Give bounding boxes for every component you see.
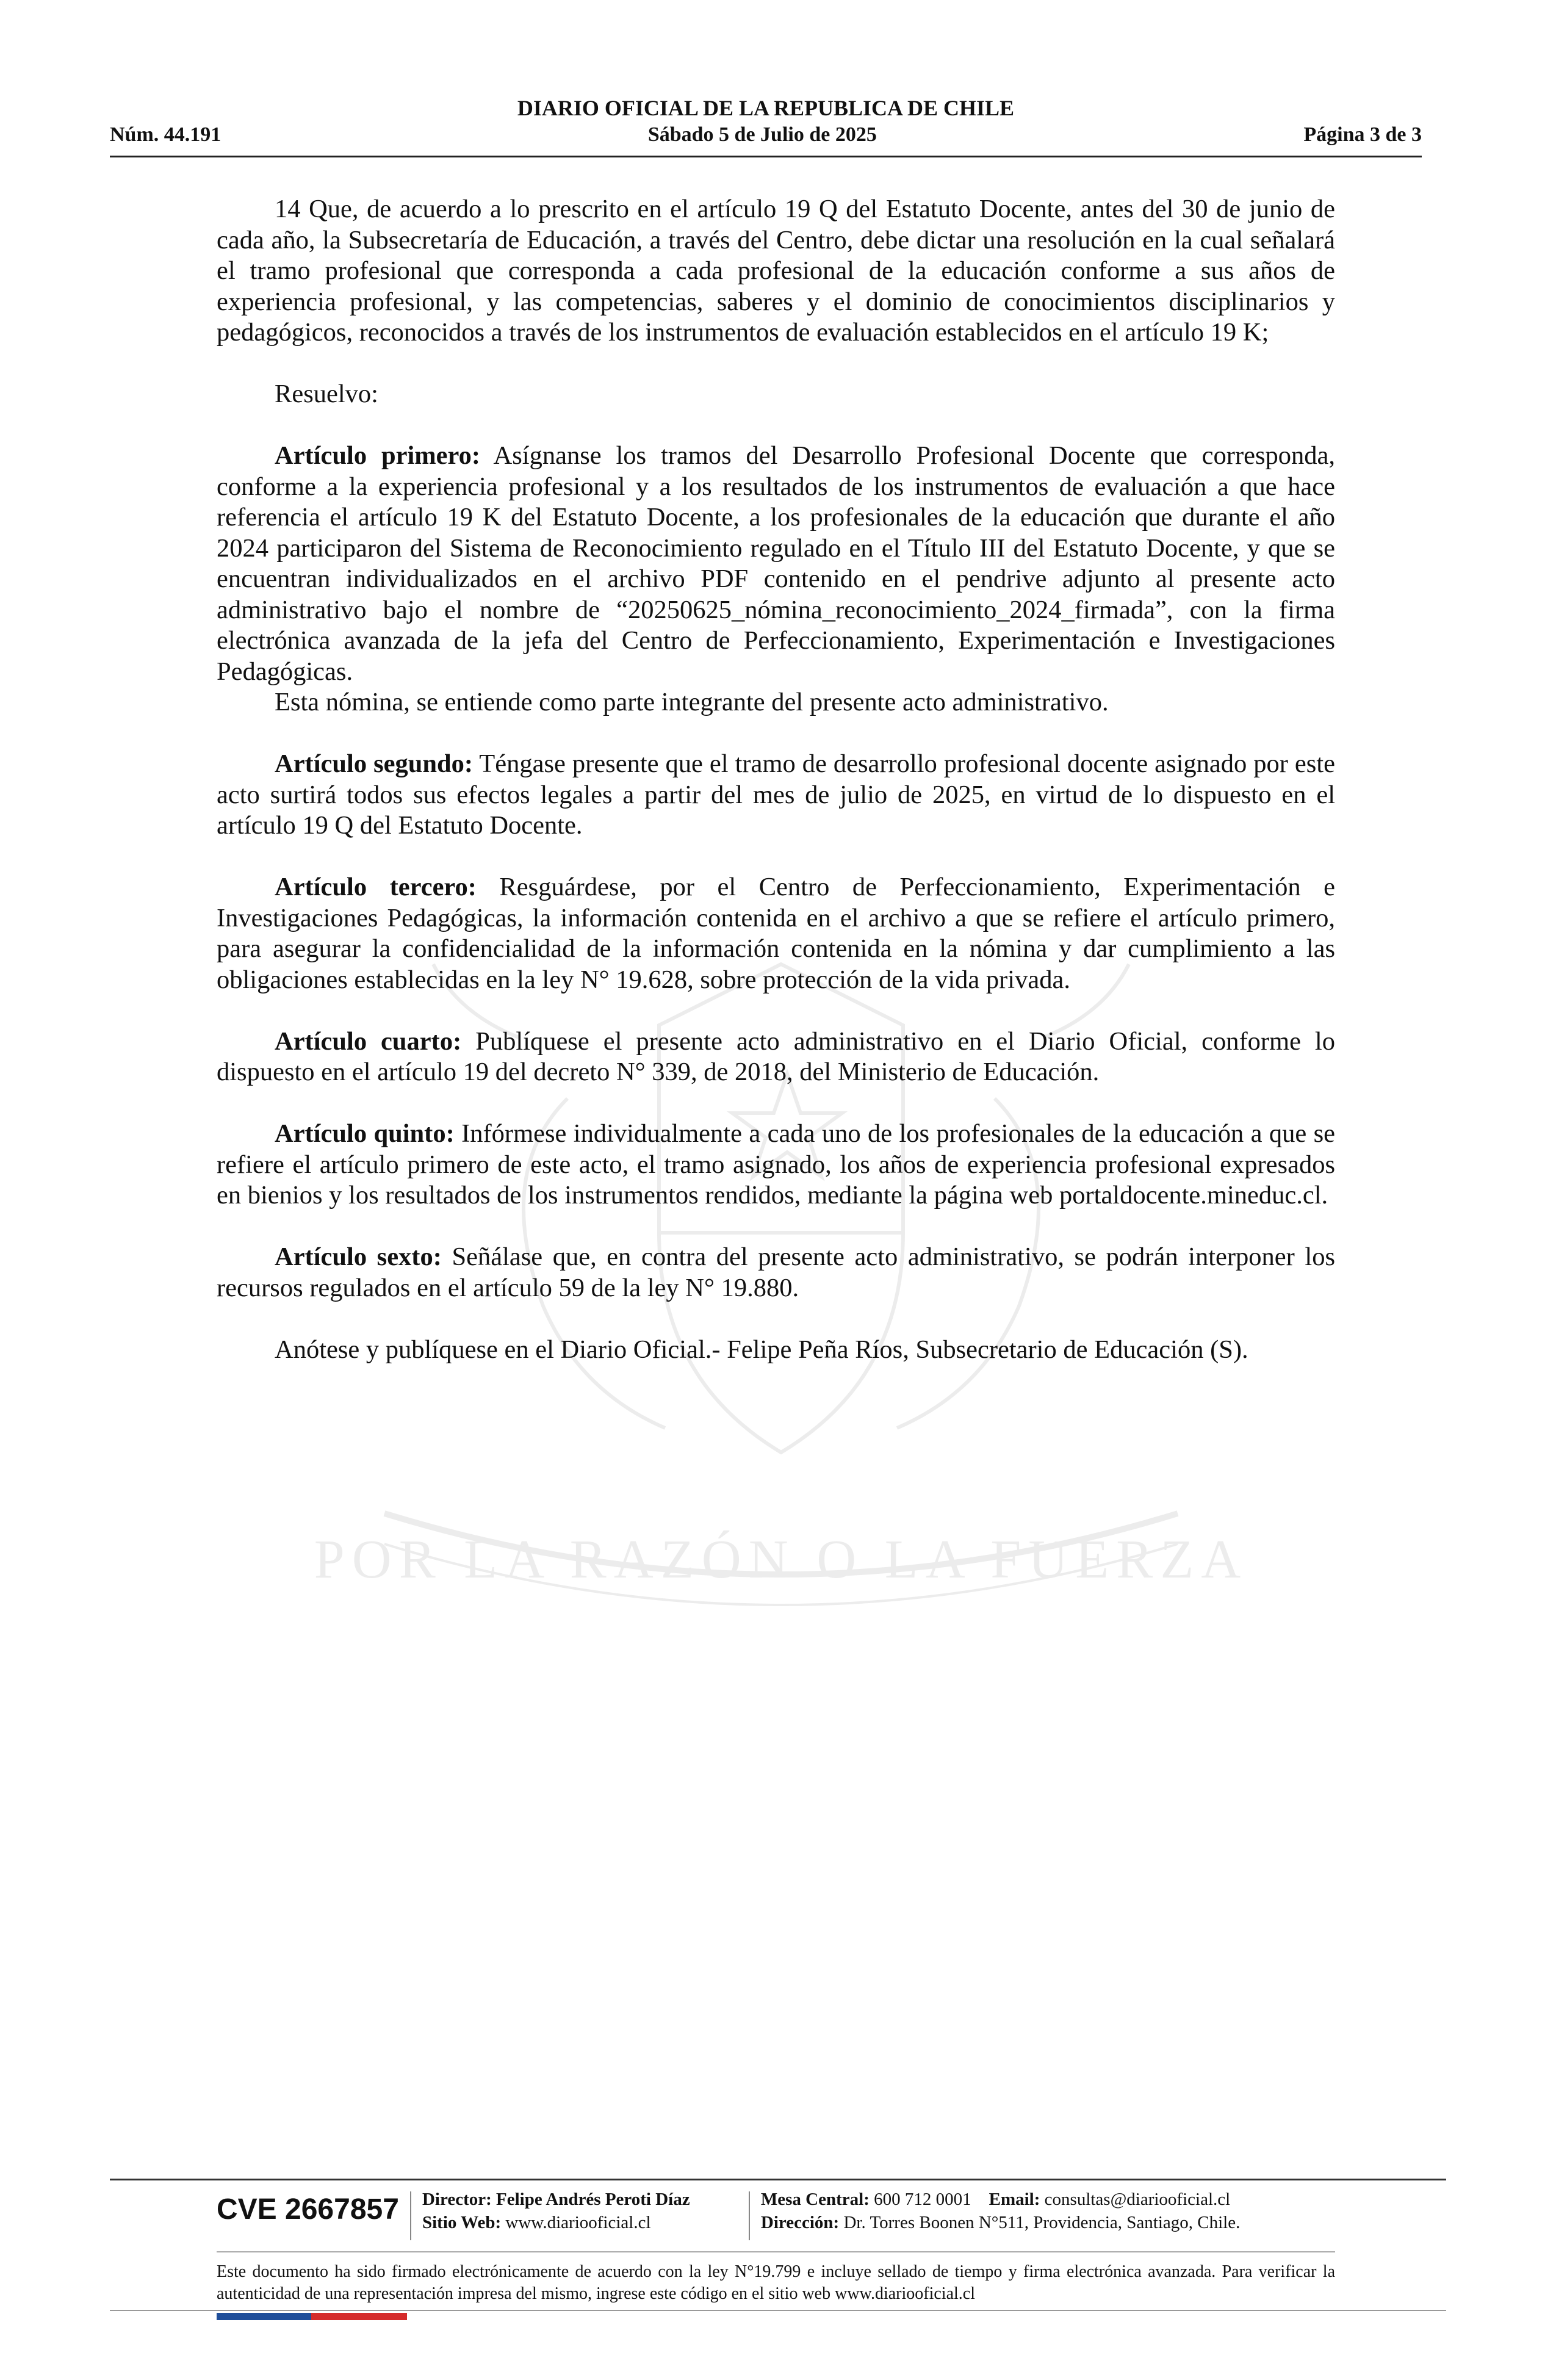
- address-label: Dirección:: [760, 2213, 840, 2232]
- footer-bottom-divider: [110, 2310, 1446, 2311]
- header-divider: [110, 156, 1422, 157]
- article-4-label: Artículo cuarto:: [275, 1026, 462, 1056]
- article-5-text: Infórmese individualmente a cada uno de los profesionales de la educación a que se refiere el artículo primero de este acto, el tramo asignado, los años de experiencia profesional expresados en bienios y los resultados de los instrumentos rendidos, mediante la página web portaldocente.mineduc.cl.: [217, 1119, 1335, 1210]
- article-2-text: Téngase presente que el tramo de desarrollo profesional docente asignado por este acto surtirá todos sus efectos legales a partir del mes de julio de 2025, en virtud de lo dispuesto en el artículo 19 Q del Estatuto Docente.: [217, 749, 1335, 840]
- mesa-label: Mesa Central:: [760, 2190, 870, 2209]
- article-3: [217, 872, 1335, 995]
- article-4-text: Publíquese el presente acto administrativo en el Diario Oficial, conforme lo dispuesto en el artículo 19 del decreto N° 339, de 2018, del Ministerio de Educación.: [217, 1026, 1335, 1086]
- paragraph-resuelvo: Resuelvo:: [275, 380, 378, 408]
- cve-code: CVE 2667857: [217, 2193, 399, 2226]
- director-name: Felipe Andrés Peroti Díaz: [496, 2190, 690, 2209]
- article-6-text: Señálase que, en contra del presente acto administrativo, se podrán interponer los recursos regulados en el artículo 59 de la ley N° 19.880.: [217, 1242, 1335, 1302]
- article-6-label: Artículo sexto:: [275, 1242, 442, 1271]
- article-4: [217, 1026, 1335, 1088]
- page-indicator: Página 3 de 3: [1303, 123, 1422, 146]
- issue-date: Sábado 5 de Julio de 2025: [647, 123, 877, 146]
- article-2: [217, 749, 1335, 842]
- document-body: [217, 194, 1335, 1396]
- flag-stripe: [217, 2313, 407, 2320]
- watermark-motto: POR LA RAZÓN O LA FUERZA: [314, 1529, 1248, 1590]
- article-6: [217, 1242, 1335, 1304]
- signature-notice: Este documento ha sido firmado electrónicamente de acuerdo con la ley N°19.799 e incluye sellado de tiempo y firma electrónica avanzada. Para verificar la autenticidad de una representación impresa del mismo, ingrese este código en el sitio web www.diariooficial.cl: [217, 2262, 1335, 2303]
- article-3-text: Resguárdese, por el Centro de Perfeccionamiento, Experimentación e Investigaciones Pedagógicas, la información contenida en el archivo a que se refiere el artículo primero, para asegurar la confidencialidad de la información contenida en la nómina y dar cumplimiento a las obligaciones establecidas en la ley N° 19.628, sobre protección de la vida privada.: [217, 873, 1335, 994]
- paragraph-considerando-14: 14 Que, de acuerdo a lo prescrito en el artículo 19 Q del Estatuto Docente, antes del 30 de junio de cada año, la Subsecretaría de Educación, a través del Centro, debe dictar una resolución en la cual señalará el tramo profesional que corresponda a cada profesional de la educación conforme a sus años de experiencia profesional, y las competencias, saberes y el dominio de conocimientos disciplinarios y pedagógicos, reconocidos a través de los instrumentos de evaluación establecidos en el artículo 19 K;: [217, 195, 1335, 347]
- article-5: [217, 1119, 1335, 1211]
- site-label: Sitio Web:: [422, 2213, 502, 2232]
- page-footer: [217, 2188, 1335, 2305]
- article-2-label: Artículo segundo:: [275, 749, 474, 778]
- issue-number: Núm. 44.191: [110, 123, 222, 146]
- footer-divider: [110, 2179, 1446, 2180]
- footer-contact-block: [761, 2188, 1335, 2234]
- article-1: [217, 441, 1335, 687]
- masthead: DIARIO OFICIAL DE LA REPUBLICA DE CHILE: [517, 96, 1015, 120]
- page-header: [110, 95, 1422, 148]
- footer-inner-divider: [217, 2251, 1335, 2252]
- article-1-label: Artículo primero:: [275, 441, 481, 470]
- mesa-phone: 600 712 0001: [874, 2190, 971, 2209]
- closing-paragraph: Anótese y publíquese en el Diario Oficial.- Felipe Peña Ríos, Subsecretario de Educación (S).: [275, 1335, 1248, 1364]
- flag-stripe-red: [311, 2313, 407, 2320]
- flag-stripe-blue: [217, 2313, 311, 2320]
- footer-separator: [749, 2191, 750, 2240]
- article-3-label: Artículo tercero:: [275, 873, 477, 901]
- article-5-label: Artículo quinto:: [275, 1119, 455, 1148]
- footer-director-block: [422, 2188, 749, 2234]
- director-label: Director:: [422, 2190, 492, 2209]
- site-link[interactable]: www.diariooficial.cl: [505, 2213, 651, 2232]
- email-link[interactable]: consultas@diariooficial.cl: [1044, 2190, 1231, 2209]
- address-value: Dr. Torres Boonen N°511, Providencia, Santiago, Chile.: [843, 2213, 1241, 2232]
- footer-separator: [410, 2191, 411, 2240]
- article-1-extra: Esta nómina, se entiende como parte integrante del presente acto administrativo.: [275, 688, 1109, 716]
- article-1-text: Asígnanse los tramos del Desarrollo Profesional Docente que corresponda, conforme a la experiencia profesional y a los resultados de los instrumentos de evaluación a que hace referencia el artículo 19 K del Estatuto Docente, a los profesionales de la educación que durante el año 2024 participaron del Sistema de Reconocimiento regulado en el Título III del Estatuto Docente, y que se encuentran individualizados en el archivo PDF contenido en el pendrive adjunto al presente acto administrativo bajo el nombre de “20250625_nómina_reconocimiento_2024_firmada”, con la firma electrónica avanzada de la jefa del Centro de Perfeccionamiento, Experimentación e Investigaciones Pedagógicas.: [217, 441, 1335, 686]
- email-label: Email:: [989, 2190, 1040, 2209]
